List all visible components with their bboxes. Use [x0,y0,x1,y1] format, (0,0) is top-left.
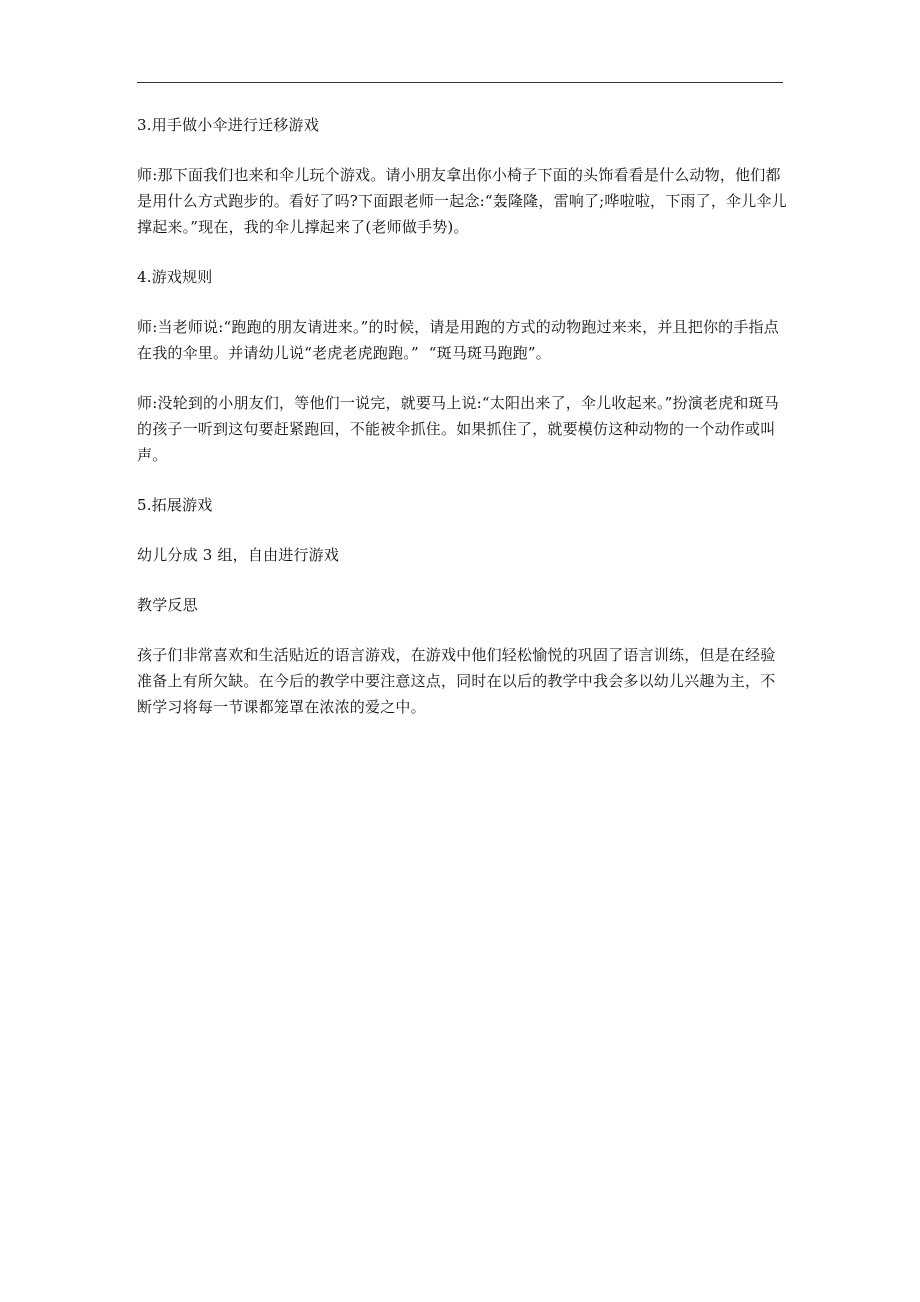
section-heading-5: 5.拓展游戏 [137,496,213,514]
paragraph-teacher-game-intro: 师:那下面我们也来和伞儿玩个游戏。请小朋友拿出你小椅子下面的头饰看看是什么动物，他们都是用什么方式跑步的。看好了吗?下面跟老师一起念:“轰隆隆，雷响了;哗啦啦，下雨了，伞儿伞儿撑起来。”现在，我的伞儿撑起来了(老师做手势)。 [137,166,787,236]
paragraph-group-play: 幼儿分成 3 组，自由进行游戏 [137,546,340,564]
section-heading-4: 4.游戏规则 [137,268,213,286]
paragraph-reflection: 孩子们非常喜欢和生活贴近的语言游戏，在游戏中他们轻松愉悦的巩固了语言训练，但是在经验准备上有所欠缺。在今后的教学中要注意这点，同时在以后的教学中我会多以幼儿兴趣为主，不断学习将每一节课都笼罩在浓浓的爱之中。 [137,646,776,716]
section-heading-reflection: 教学反思 [137,596,198,614]
paragraph-game-rule-2: 师:没轮到的小朋友们，等他们一说完，就要马上说:“太阳出来了，伞儿收起来。”扮演老虎和斑马的孩子一听到这句要赶紧跑回，不能被伞抓住。如果抓住了，就要模仿这种动物的一个动作或叫声。 [137,394,779,464]
section-heading-3: 3.用手做小伞进行迁移游戏 [137,116,319,134]
document-body [137,112,787,744]
paragraph-game-rule-1: 师:当老师说:“跑跑的朋友请进来。”的时候，请是用跑的方式的动物跑过来来，并且把你的手指点在我的伞里。并请幼儿说“老虎老虎跑跑。” “斑马斑马跑跑”。 [137,318,779,362]
header-rule [137,82,783,83]
